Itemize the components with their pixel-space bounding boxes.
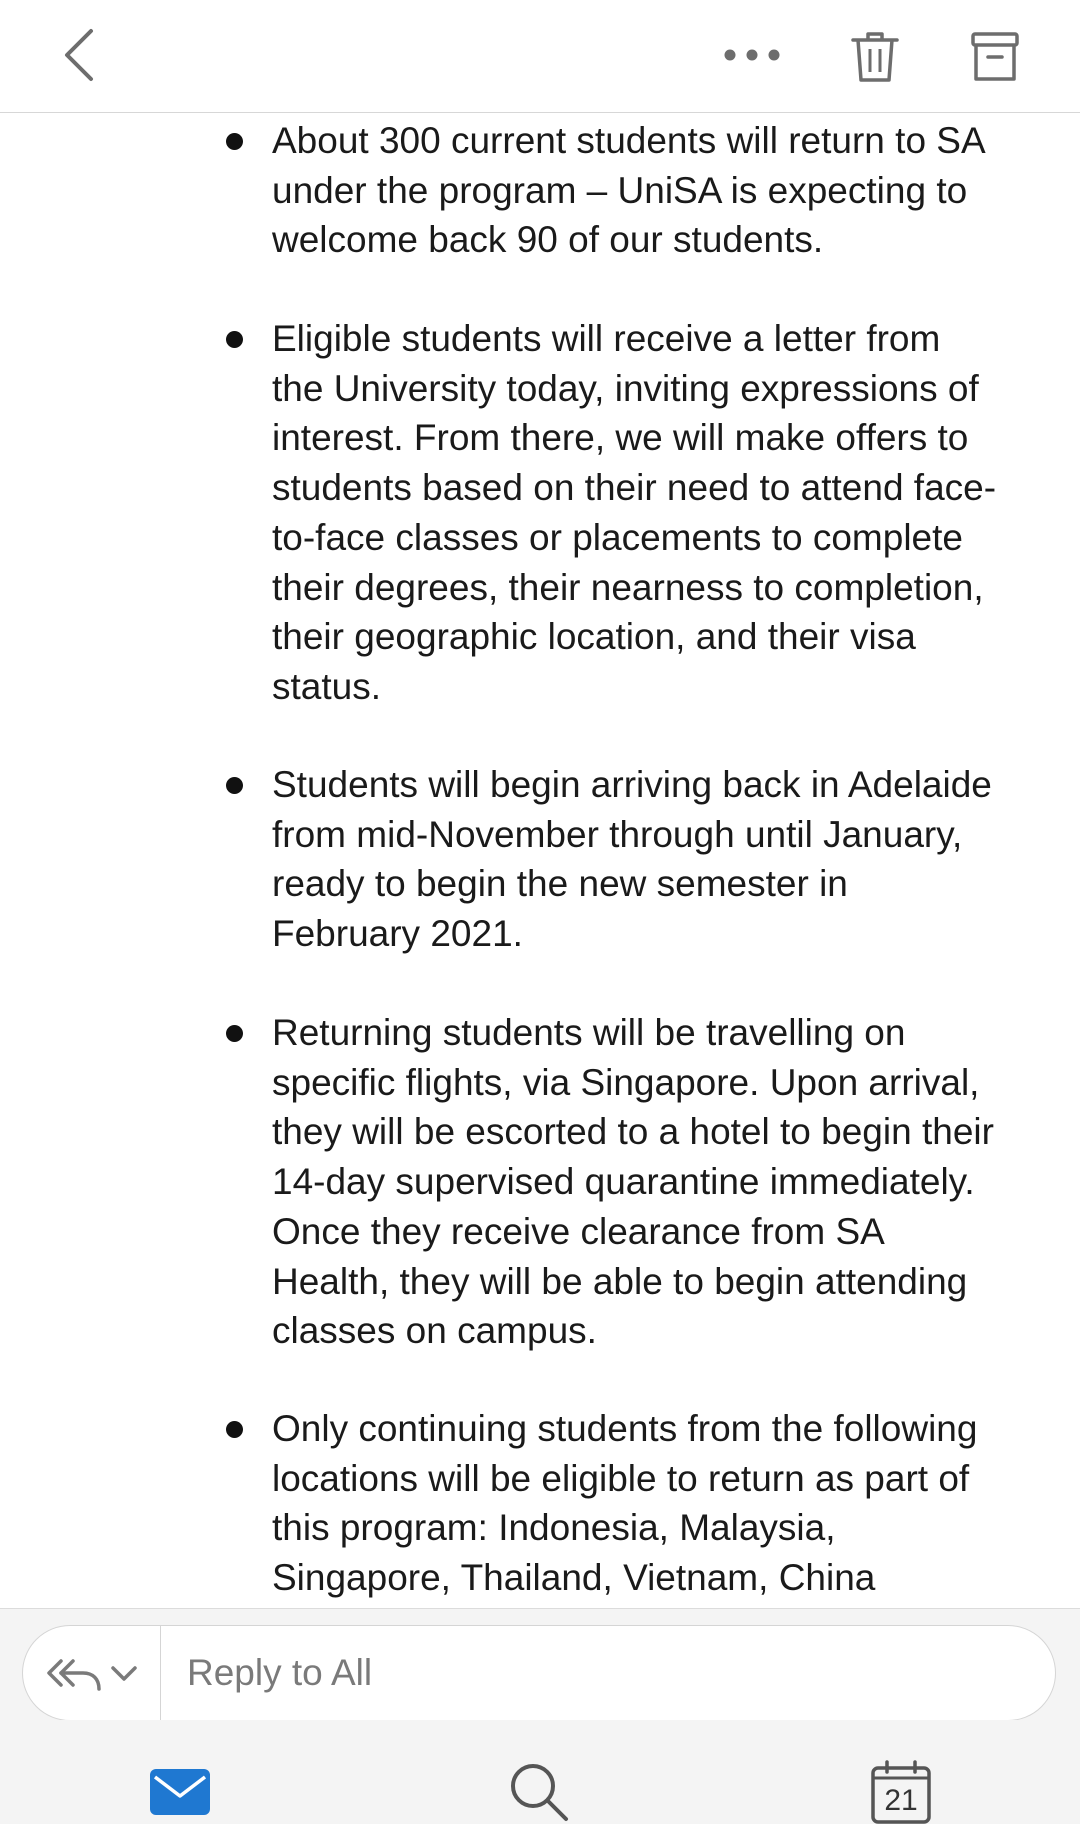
reply-type-button[interactable] [23, 1626, 161, 1720]
delete-button[interactable] [842, 24, 908, 90]
top-navigation-bar [0, 0, 1080, 113]
tab-calendar[interactable] [870, 1760, 932, 1824]
reply-input[interactable]: Reply to All [187, 1652, 373, 1693]
bullet-marker [226, 331, 243, 348]
bullet-marker [226, 1025, 243, 1042]
bullet-marker [226, 777, 243, 794]
reply-all-icon [45, 1653, 103, 1693]
bullet-marker [226, 133, 243, 150]
calendar-day-number: 21 [884, 1784, 918, 1817]
tab-mail[interactable] [148, 1760, 212, 1824]
tab-search[interactable] [506, 1760, 572, 1824]
bottom-tab-bar [0, 1720, 1080, 1824]
search-icon [508, 1761, 570, 1823]
archive-icon [970, 31, 1020, 83]
reply-bar [0, 1608, 1080, 1721]
bullet-text: Returning students will be travelling on specific flights, via Singapore. Upon arrival, they will be escorted to a hotel to begin their 14-day supervised quarantine immediately. Once they receive clearance from SA Health, they will be able to begin attending classes on campus. [272, 1012, 994, 1352]
mail-icon [149, 1768, 211, 1816]
message-body [0, 112, 1080, 1608]
chevron-down-icon [109, 1663, 139, 1683]
reply-field-container [22, 1625, 1056, 1721]
archive-button[interactable] [962, 24, 1028, 90]
bullet-text: Students will begin arriving back in Adelaide from mid-November through until January, ready to begin the new semester in February 2021. [272, 764, 992, 955]
back-button[interactable] [44, 20, 114, 90]
bullet-text: Only continuing students from the following locations will be eligible to return as part of this program: Indonesia, Malaysia, Singapore, Thailand, Vietnam, China [272, 1408, 978, 1599]
more-options-button[interactable] [712, 30, 792, 80]
chevron-left-icon [61, 27, 97, 83]
bullet-marker [226, 1421, 243, 1438]
bullet-text: About 300 current students will return to SA under the program – UniSA is expecting to welcome back 90 of our students. [272, 120, 986, 261]
more-dots-icon [722, 48, 782, 62]
bullet-text: Eligible students will receive a letter from the University today, inviting expressions of interest. From there, we will make offers to students based on their need to attend face- to-face classes or placements to complete their degrees, their nearness to completion, their geographic location, and their visa status. [272, 318, 997, 707]
trash-icon [851, 30, 899, 84]
